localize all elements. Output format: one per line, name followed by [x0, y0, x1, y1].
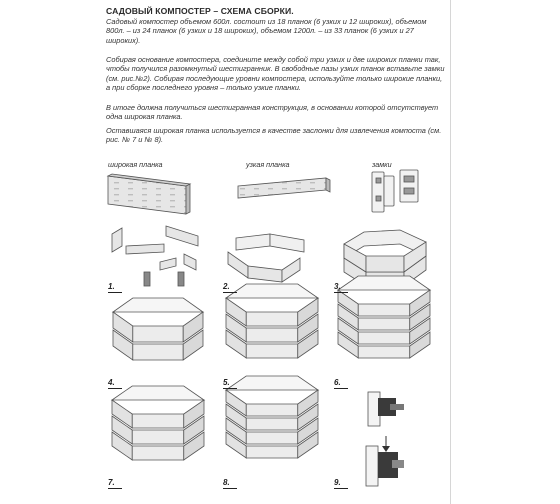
- page-title: САДОВЫЙ КОМПОСТЕР – СХЕМА СБОРКИ.: [106, 6, 294, 16]
- paragraph-result: В итоге должна получиться шестигранная конструкция, в основании которой отсутствует одна широкая планка.: [106, 103, 439, 122]
- label-narrow-plank: узкая планка: [246, 160, 290, 169]
- figure-9-lock-detail: [366, 392, 404, 486]
- figure-number-5: 5.: [223, 378, 237, 389]
- figure-number-6: 6.: [334, 378, 348, 389]
- figure-number-3: 3.: [334, 282, 348, 293]
- figure-6-four-rows: [338, 276, 430, 358]
- figure-4-two-rows: [113, 298, 203, 360]
- figure-5-three-rows: [226, 284, 318, 358]
- label-locks: замки: [372, 160, 392, 169]
- figure-number-7: 7.: [108, 478, 122, 489]
- figure-2-open-base: [228, 234, 304, 282]
- narrow-plank-illustration: [238, 178, 330, 198]
- paragraph-base-assembly: Собирая основание компостера, соедините между собой три узких и две широких планки так, чтобы получился разомкнутый шестигранник. В свободные пазы узких планок вставьте замки (см. рис.№2). Собирая последующие уровни компостера, используйте только широкие планки, а при сборке последнего уровня – только узкие планки.: [106, 55, 445, 93]
- figure-number-2: 2.: [223, 282, 237, 293]
- figure-number-1: 1.: [108, 282, 122, 293]
- paragraph-composition: Садовый компостер объемом 600л. состоит из 18 планок (6 узких и 12 широких), объемом 800л. – из 24 планок (6 узких и 18 широких), объемом 1200л. – из 33 планок (6 узких и 27 широких).: [106, 17, 427, 45]
- label-wide-plank: широкая планка: [108, 160, 163, 169]
- figure-1-parts: [112, 226, 198, 286]
- paragraph-door-plank: Оставшаяся широкая планка используется в качестве заслонки для извлечения компоста (см. рис. № 7 и № 8).: [106, 126, 442, 145]
- lock-icon: [372, 170, 418, 212]
- figure-number-9: 9.: [334, 478, 348, 489]
- figure-number-4: 4.: [108, 378, 122, 389]
- figure-8-with-door: [226, 376, 318, 458]
- figure-number-8: 8.: [223, 478, 237, 489]
- figure-7-full-stack: [112, 386, 204, 460]
- wide-plank-illustration: [108, 174, 190, 214]
